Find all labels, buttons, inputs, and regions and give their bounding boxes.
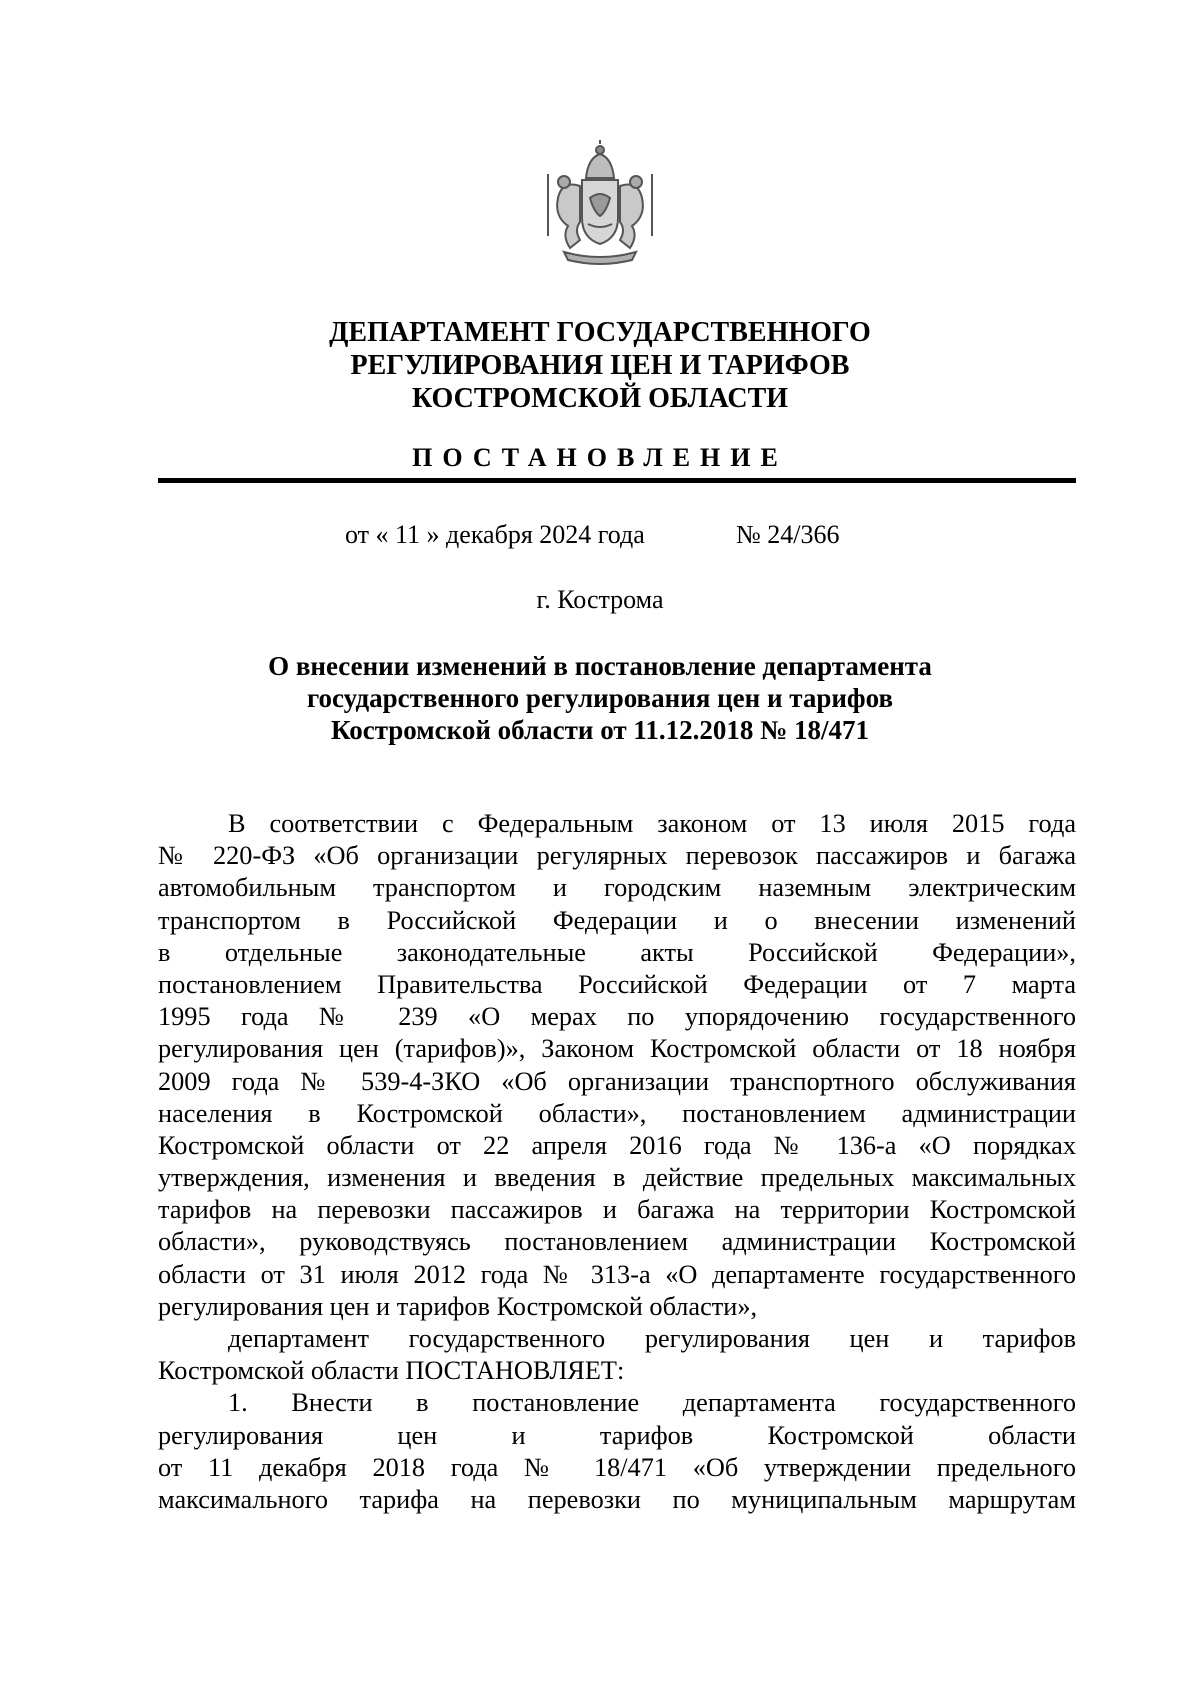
document-type: ПОСТАНОВЛЕНИЕ (412, 443, 788, 472)
body-line: регулирования цен и тарифов Костромской области (158, 1420, 1076, 1450)
department-line: ДЕПАРТАМЕНТ ГОСУДАРСТВЕННОГО (329, 317, 871, 348)
subject-line: О внесении изменений в постановление департамента (268, 651, 932, 681)
document-date: от « 11 » декабря 2024 года (345, 520, 645, 549)
document-subject (200, 650, 1000, 746)
body-line: В соответствии с Федеральным законом от 13 июля 2015 года (228, 809, 1076, 838)
department-name (300, 316, 900, 415)
subject-line: Костромской области от 11.12.2018 № 18/471 (330, 715, 870, 745)
department-line: КОСТРОМСКОЙ ОБЛАСТИ (411, 383, 789, 414)
body-line: департамент государственного регулирования цен и тарифов (228, 1324, 1076, 1353)
body-line: 1. Внести в постановление департамента государственного (228, 1388, 1076, 1418)
body-line: транспортом в Российской Федерации и о внесении изменений (158, 905, 1076, 935)
body-line: тарифов на перевозки пассажиров и багажа на территории Костромской (158, 1195, 1076, 1225)
body-line: области», руководствуясь постановлением администрации Костромской (158, 1227, 1076, 1257)
body-line: максимального тарифа на перевозки по муниципальным маршрутам (158, 1484, 1076, 1514)
body-line: постановлением Правительства Российской Федерации от 7 марта (158, 969, 1076, 999)
header-divider (158, 478, 1076, 483)
body-line: 2009 года № 539-4-ЗКО «Об организации транспортного обслуживания (158, 1066, 1076, 1096)
body-line: Костромской области от 22 апреля 2016 года № 136-а «О порядках (158, 1130, 1076, 1160)
document-body (158, 808, 1076, 1516)
document-number: № 24/366 (736, 520, 840, 549)
body-line: регулирования цен и тарифов Костромской области», (158, 1291, 758, 1321)
body-line: от 11 декабря 2018 года № 18/471 «Об утверждении предельного (158, 1452, 1076, 1482)
body-line: № 220-ФЗ «Об организации регулярных перевозок пассажиров и багажа (158, 841, 1076, 871)
department-line: РЕГУЛИРОВАНИЯ ЦЕН И ТАРИФОВ (350, 350, 850, 381)
subject-line: государственного регулирования цен и тарифов (306, 683, 894, 713)
body-line: 1995 года № 239 «О мерах по упорядочению государственного (158, 1002, 1076, 1032)
body-line: в отдельные законодательные акты Российской Федерации», (158, 937, 1076, 967)
body-line: автомобильным транспортом и городским наземным электрическим (158, 873, 1076, 903)
body-line: населения в Костромской области», постановлением администрации (158, 1098, 1076, 1128)
body-line: Костромской области ПОСТАНОВЛЯЕТ: (158, 1356, 625, 1386)
document-city: г. Кострома (536, 585, 664, 614)
body-line: регулирования цен (тарифов)», Законом Костромской области от 18 ноября (158, 1034, 1076, 1064)
body-line: утверждения, изменения и введения в действие предельных максимальных (158, 1163, 1076, 1193)
body-line: области от 31 июля 2012 года № 313-а «О департаменте государственного (158, 1259, 1076, 1289)
coat-of-arms-icon (540, 140, 660, 265)
